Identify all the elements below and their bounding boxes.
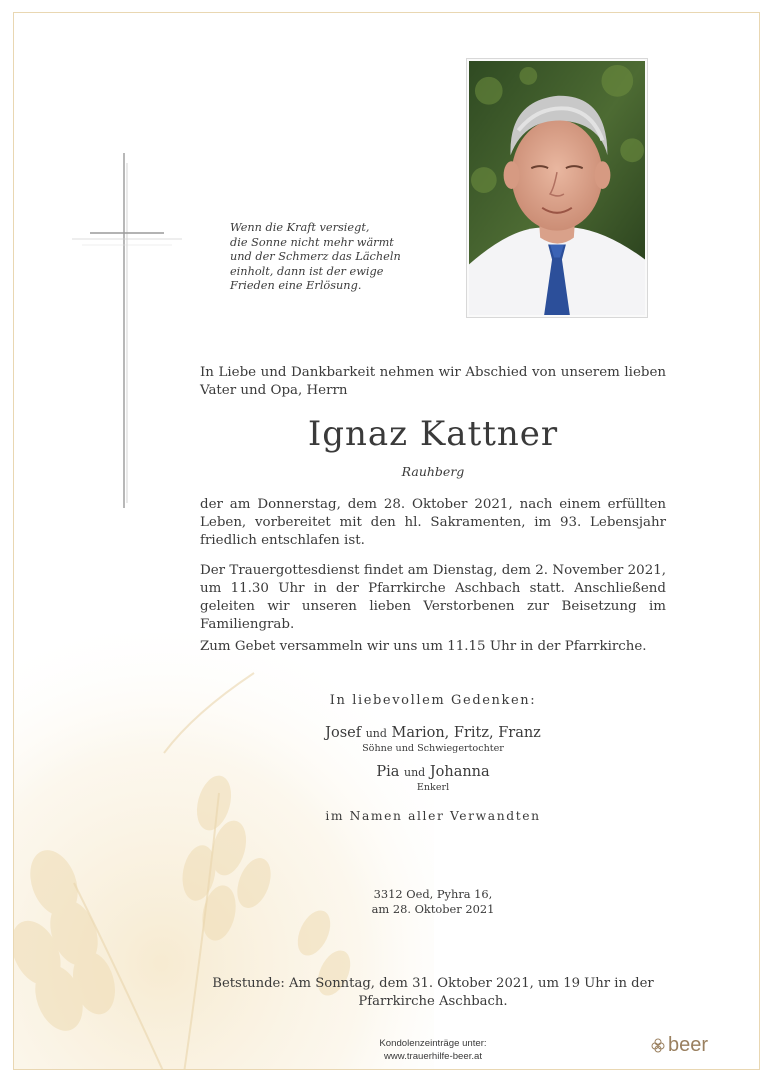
mourner-line [200, 764, 666, 780]
mourner-line [200, 725, 666, 741]
death-notice-paragraph: der am Donnerstag, dem 28. Oktober 2021, nach einem erfüllten Leben, vorbereitet mit den hl. Sakramenten, im 93. Lebensjahr friedlich entschlafen ist. [200, 497, 666, 548]
conjunction: und [365, 727, 387, 740]
portrait-photo [466, 58, 648, 318]
deceased-name: Ignaz Kattner [307, 414, 559, 454]
cross-icon [72, 153, 182, 513]
betstunde-notice: Betstunde: Am Sonntag, dem 31. Oktober 2021, um 19 Uhr in der Pfarrkirche Aschbach. [212, 976, 654, 1009]
intro-text: In Liebe und Dankbarkeit nehmen wir Abschied von unserem lieben Vater und Opa, Herrn [200, 365, 666, 398]
mourner-name: Johanna [429, 764, 490, 780]
mourner-role: Enkerl [416, 782, 450, 793]
funeral-service-paragraph: Der Trauergottesdienst findet am Dienstag, dem 2. November 2021, um 11.30 Uhr in der Pfarrkirche Aschbach statt. Anschließend geleiten wir unseren lieben Verstorbenen zur Beisetzung im Familiengrab. [200, 563, 666, 632]
quote-line: die Sonne nicht mehr wärmt [230, 235, 394, 249]
condolence-label: Kondolenzeinträge unter: [379, 1038, 487, 1049]
quote-line: einholt, dann ist der ewige [230, 264, 384, 278]
quote-line: Wenn die Kraft versiegt, [230, 221, 370, 234]
condolence-url-link[interactable]: www.trauerhilfe-beer.at [383, 1051, 483, 1062]
poem-quote [230, 221, 440, 294]
deceased-place: Rauhberg [401, 464, 465, 479]
flower-icon [650, 1037, 666, 1053]
address-line: 3312 Oed, Pyhra 16, [373, 887, 493, 901]
mourner-role: Söhne und Schwiegertochter [362, 743, 504, 754]
quote-line: Frieden eine Erlösung. [230, 279, 362, 293]
quote-line: und der Schmerz das Lächeln [230, 250, 401, 264]
date-line: am 28. Oktober 2021 [371, 902, 495, 916]
beer-logo [650, 1032, 708, 1058]
conjunction: und [403, 766, 426, 779]
gedenken-heading: In liebevollem Gedenken: [329, 693, 537, 708]
relatives-line: im Namen aller Verwandten [325, 809, 541, 823]
mourner-name: Marion, Fritz, Franz [391, 725, 541, 741]
mourner-name: Josef [325, 725, 362, 741]
mourner-name: Pia [376, 764, 400, 780]
prayer-paragraph: Zum Gebet versammeln wir uns um 11.15 Uhr in der Pfarrkirche. [200, 639, 647, 654]
logo-text: beer [668, 1033, 709, 1056]
